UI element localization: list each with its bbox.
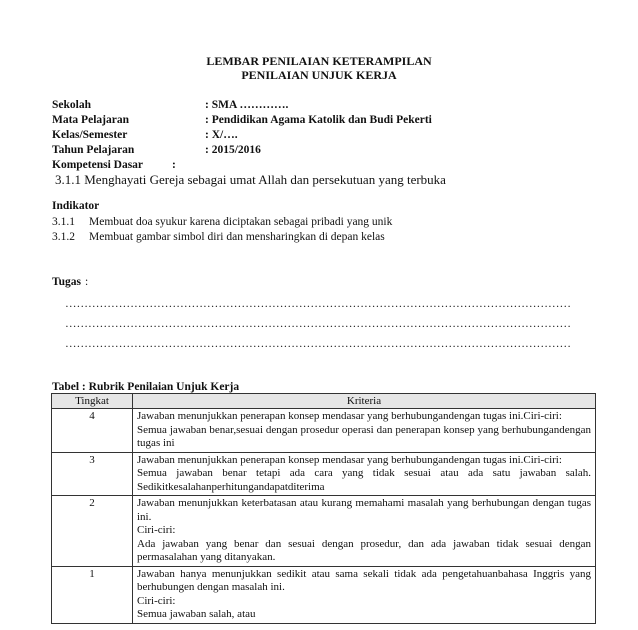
table-row: [52, 409, 596, 453]
table-row: [52, 566, 596, 623]
tugas-answer-line: ……………………………………………………………………………………………………………………: [65, 318, 571, 330]
tugas-answer-line: ……………………………………………………………………………………………………………………: [65, 298, 571, 310]
kompetensi-label: Kompetensi Dasar: [52, 159, 144, 171]
tugas-answer-line: ……………………………………………………………………………………………………………………: [65, 338, 571, 350]
kriteria-line: Jawaban hanya menunjukkan sedikit atau sama sekali tidak ada pengetahuanbahasa Inggris yang berhubungen dengan masalah ini.: [137, 567, 591, 593]
tingkat-cell: 1: [52, 566, 133, 623]
tugas-colon: :: [85, 276, 89, 288]
kriteria-line: Ada jawaban yang benar dan sesuai dengan prosedur, dan ada jawaban tidak sesuai dengan permasalahan yang ditanyakan.: [137, 537, 591, 563]
indikator-text: Membuat doa syukur karena diciptakan sebagai pribadi yang unik: [89, 216, 393, 228]
kriteria-line: Semua jawaban salah, atau: [137, 608, 256, 620]
kriteria-line: Semua jawaban benar,sesuai dengan prosedur operasi dan penerapan konsep yang berhubungandengan tugas ini: [137, 423, 591, 449]
kriteria-line: Ciri-ciri:: [137, 524, 176, 536]
tugas-label: Tugas: [52, 276, 81, 288]
info-label-mapel: Mata Pelajaran: [52, 114, 129, 126]
kriteria-cell: [133, 496, 596, 567]
kriteria-line: Semua jawaban benar tetapi ada cara yang tidak sesuai atau ada satu jawaban salah. Sedikitkesalahanperhitungandapatditerima: [137, 467, 591, 493]
kriteria-line: Ciri-ciri:: [137, 594, 176, 607]
info-label-kelas: Kelas/Semester: [52, 129, 128, 141]
kriteria-cell: [133, 452, 596, 496]
indikator-number: 3.1.1: [52, 216, 75, 228]
document-title: LEMBAR PENILAIAN KETERAMPILAN: [206, 54, 432, 68]
kompetensi-colon: :: [172, 159, 176, 171]
info-value-mapel: : Pendidikan Agama Katolik dan Budi Pekerti: [205, 114, 432, 126]
tingkat-cell: 2: [52, 496, 133, 567]
rubric-table: [51, 393, 596, 624]
indikator-label: Indikator: [52, 200, 100, 212]
table-header-row: [52, 394, 596, 409]
indikator-item: [52, 231, 385, 243]
kompetensi-item: 3.1.1 Menghayati Gereja sebagai umat Allah dan persekutuan yang terbuka: [55, 172, 446, 187]
indikator-item: [52, 216, 392, 228]
document-subtitle: PENILAIAN UNJUK KERJA: [241, 68, 397, 82]
kriteria-line: Jawaban menunjukkan keterbatasan atau kurang memahami masalah yang berhubungan dengan tugas ini.: [137, 497, 591, 523]
table-caption: Tabel : Rubrik Penilaian Unjuk Kerja: [52, 381, 240, 393]
info-value-kelas: : X/….: [205, 129, 238, 141]
indikator-number: 3.1.2: [52, 231, 75, 243]
info-value-tahun: : 2015/2016: [205, 144, 261, 156]
table-row: [52, 496, 596, 567]
kriteria-cell: [133, 566, 596, 623]
indikator-text: Membuat gambar simbol diri dan mensharingkan di depan kelas: [89, 231, 385, 243]
tingkat-cell: 3: [52, 452, 133, 496]
header-kriteria: Kriteria: [133, 394, 596, 409]
table-row: [52, 452, 596, 496]
info-value-sekolah: : SMA ………….: [205, 99, 289, 111]
header-tingkat: Tingkat: [52, 394, 133, 409]
info-label-tahun: Tahun Pelajaran: [52, 144, 135, 156]
kriteria-line: Jawaban menunjukkan penerapan konsep mendasar yang berhubungandengan tugas ini.Ciri-ciri:: [137, 453, 562, 466]
kriteria-cell: [133, 409, 596, 453]
kriteria-line: Jawaban menunjukkan penerapan konsep mendasar yang berhubungandengan tugas ini.Ciri-ciri:: [137, 410, 562, 422]
info-label-sekolah: Sekolah: [52, 99, 91, 111]
tingkat-cell: 4: [52, 409, 133, 453]
